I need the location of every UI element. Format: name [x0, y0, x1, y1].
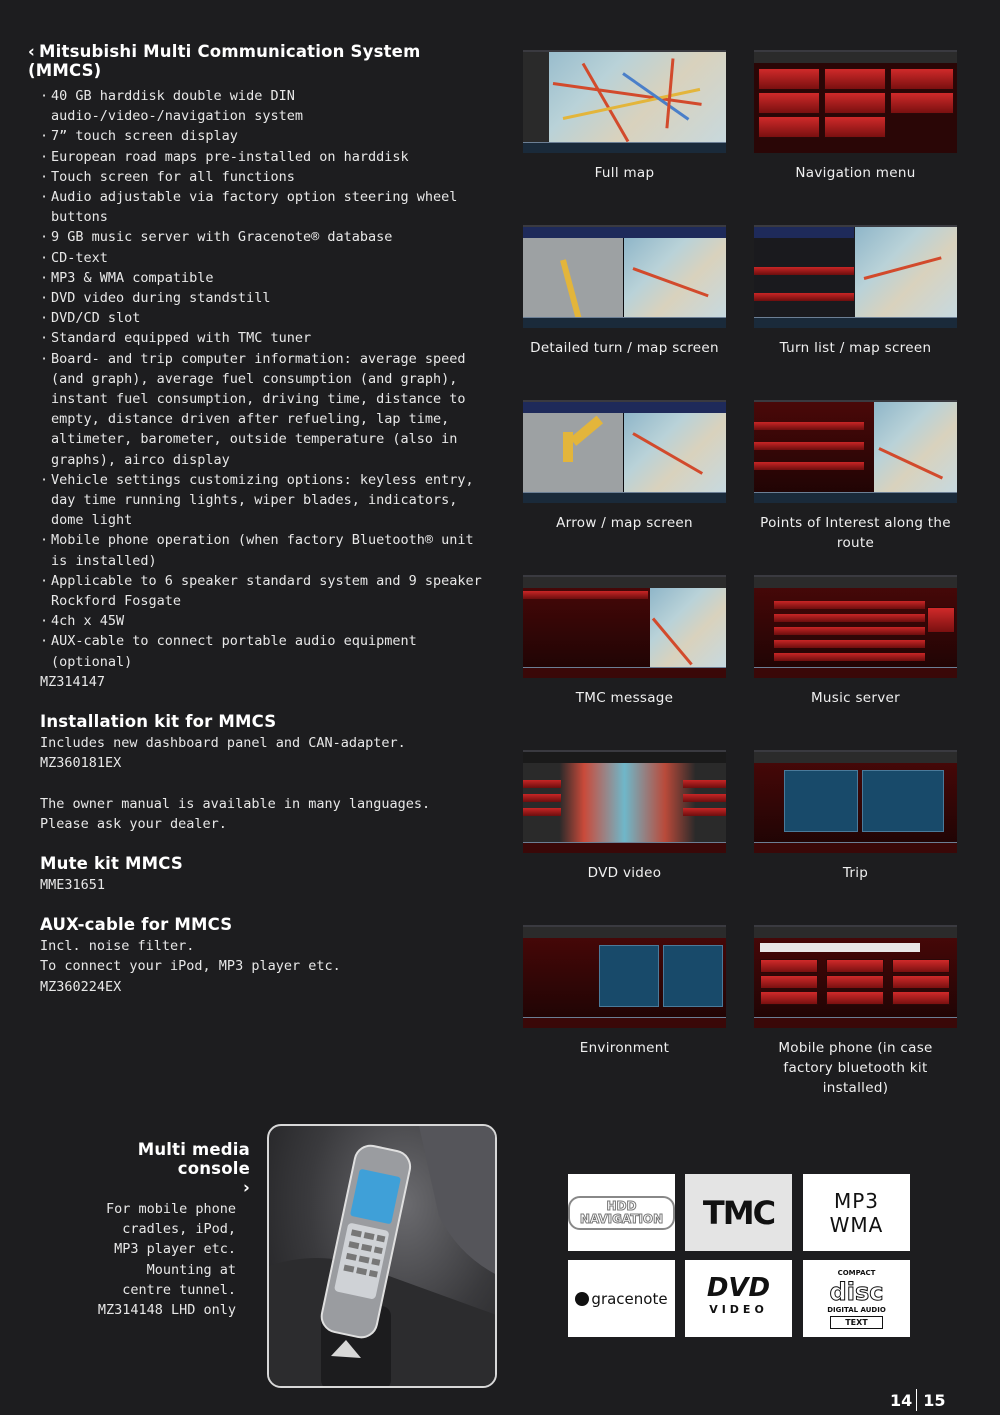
turn-map: [624, 238, 726, 318]
mp3-wma-logo: MP3 WMA: [803, 1174, 910, 1251]
aux-line-1: Incl. noise filter.: [40, 938, 195, 955]
phone-key: [826, 975, 884, 989]
console-line: centre tunnel.: [122, 1281, 236, 1298]
arrow-panel: [523, 413, 623, 493]
feature-item: · European road maps pre-installed on harddisk: [40, 147, 498, 167]
dvd-control-row: [683, 794, 726, 802]
screen-environment: [523, 925, 726, 1058]
feature-item: · Audio adjustable via factory option steering wheel buttons: [40, 187, 498, 227]
map-road: [622, 72, 689, 120]
phone-cradle-illustration: [269, 1126, 497, 1388]
screen-mobile-phone: [754, 925, 957, 1098]
dvd-video-screen: [523, 750, 726, 853]
tmc-row: [523, 591, 648, 599]
music-row: [774, 614, 925, 622]
tmc-logo: TMC: [685, 1174, 792, 1251]
turn-list-map: [855, 227, 957, 318]
feature-item: · CD-text: [40, 248, 498, 268]
turn-list-screen: [754, 225, 957, 328]
caption: Arrow / map screen: [556, 515, 693, 531]
screen-detailed-turn: [523, 225, 726, 358]
music-row: [774, 601, 925, 609]
manual-note: [28, 794, 498, 834]
music-row: [774, 653, 925, 661]
feature-item: · DVD/CD slot: [40, 308, 498, 328]
menu-top-bar: [754, 52, 957, 63]
console-line: For mobile phone: [105, 1201, 236, 1217]
feature-item: · Board- and trip computer information: average speed (and graph), average fuel consumption (and graph), instant fuel consumption, driving time, distance to empty, distance driven after refueling, lap time, altimeter, barometer, outside temperature (also in graphs), airco display: [40, 349, 498, 470]
dvd-menu-row: [523, 808, 561, 816]
detailed-turn-screen: [523, 225, 726, 328]
mobile-phone-screen: [754, 925, 957, 1028]
feature-item: · DVD video during standstill: [40, 288, 498, 308]
phone-key: [826, 959, 884, 973]
turn-row: [754, 267, 854, 275]
caption: Environment: [579, 1040, 670, 1056]
menu-button: [758, 92, 820, 114]
menu-button: [758, 68, 820, 90]
caption: TMC message: [575, 690, 674, 706]
music-row: [774, 640, 925, 648]
poi-row: [754, 442, 864, 450]
manual-line-1: The owner manual is available in many languages.: [40, 795, 431, 812]
installation-title: Installation kit for MMCS: [40, 712, 277, 732]
mmcs-feature-list: [28, 86, 498, 672]
tmc-screen: [523, 575, 726, 678]
tmc-bottom-bar: [523, 667, 726, 678]
console-line: Mounting at: [146, 1261, 236, 1278]
menu-button: [890, 68, 954, 90]
phone-top-bar: [754, 927, 957, 938]
screen-tmc: [523, 575, 726, 708]
dvd-video-logo: DVD VIDEO: [685, 1260, 792, 1337]
music-side-button: [927, 607, 955, 633]
caption: Mobile phone (in case factory bluetooth kit installed): [778, 1040, 933, 1096]
phone-key: [826, 991, 884, 1005]
map-bottom-bar: [523, 142, 726, 153]
mute-title: Mute kit MMCS: [40, 853, 183, 873]
dvd-control-row: [683, 780, 726, 788]
turn-bottom-bar: [523, 317, 726, 328]
music-top-bar: [754, 577, 957, 588]
aux-line-2: To connect your iPod, MP3 player etc.: [40, 958, 341, 975]
installation-code: MZ360181EX: [40, 755, 122, 772]
feature-item: · Applicable to 6 speaker standard system and 9 speaker Rockford Fosgate: [40, 571, 498, 611]
arrow-bottom-bar: [523, 492, 726, 503]
screen-dvd-video: [523, 750, 726, 883]
hdd-logo-text: HDD NAVIGATION: [568, 1196, 675, 1230]
console-description: [60, 1199, 250, 1300]
screen-full-map: [523, 50, 726, 183]
poi-screen: [754, 400, 957, 503]
caption: Trip: [842, 865, 869, 881]
feature-item: · Vehicle settings customizing options: keyless entry, day time running lights, wiper blades, indicators, dome light: [40, 470, 498, 531]
mute-section: [28, 854, 498, 895]
phone-key: [760, 991, 818, 1005]
music-row: [774, 627, 925, 635]
phone-key: [892, 959, 950, 973]
feature-item: · MP3 & WMA compatible: [40, 268, 498, 288]
hdd-navigation-logo: [568, 1174, 675, 1251]
dvd-bottom-bar: [523, 842, 726, 853]
trip-graph-fuel: [862, 770, 944, 832]
env-top-bar: [523, 927, 726, 938]
installation-text: Includes new dashboard panel and CAN-adapter.: [40, 735, 406, 752]
mmcs-heading: ‹ Mitsubishi Multi Communication System (MMCS): [28, 42, 421, 80]
trip-bottom-bar: [754, 842, 957, 853]
trip-top-bar: [754, 752, 957, 763]
feature-item: · 9 GB music server with Gracenote® database: [40, 227, 498, 247]
dvd-menu-row: [523, 780, 561, 788]
feature-item: · 4ch x 45W: [40, 611, 498, 631]
chevron-left-icon: ‹: [28, 42, 35, 61]
left-column: [28, 42, 498, 997]
screen-poi: [754, 400, 957, 553]
tmc-top-bar: [523, 577, 726, 588]
map-side-panel: [523, 52, 549, 153]
mmcs-code: MZ314147: [40, 673, 106, 690]
installation-section: [28, 712, 498, 773]
page-number-divider: [916, 1389, 917, 1411]
console-title: Multi media console: [137, 1140, 250, 1178]
aux-code: MZ360224EX: [40, 978, 122, 995]
caption: Detailed turn / map screen: [530, 340, 719, 356]
phone-key: [760, 975, 818, 989]
screen-turn-list: [754, 225, 957, 358]
env-graph-altimeter: [663, 945, 723, 1007]
menu-button: [824, 92, 886, 114]
trip-graph-speed: [784, 770, 858, 832]
screen-arrow-map: [523, 400, 726, 533]
aux-section: [28, 915, 498, 997]
poi-row: [754, 422, 864, 430]
page-number-left: 14: [890, 1391, 913, 1410]
music-bottom-bar: [754, 667, 957, 678]
menu-button: [824, 116, 886, 138]
dvd-control-row: [683, 808, 726, 816]
dvd-top-bar: [523, 752, 726, 763]
phone-number-field: [760, 943, 920, 952]
format-logos: [568, 1174, 910, 1337]
dvd-menu-row: [523, 794, 561, 802]
full-map-screen: [523, 50, 726, 153]
page-number-right: 15: [923, 1391, 946, 1410]
menu-button: [758, 116, 820, 138]
poi-row: [754, 462, 864, 470]
feature-item: · Mobile phone operation (when factory Bluetooth® unit is installed): [40, 530, 498, 570]
turn-top-bar: [523, 227, 726, 238]
env-bottom-bar: [523, 1017, 726, 1028]
phone-key: [892, 975, 950, 989]
caption: DVD video: [587, 865, 662, 881]
manual-line-2: Please ask your dealer.: [40, 815, 227, 832]
console-label: [60, 1140, 250, 1320]
page-numbers: [890, 1389, 946, 1411]
navigation-menu-screen: [754, 50, 957, 153]
caption: Navigation menu: [795, 165, 916, 181]
phone-key: [760, 959, 818, 973]
arrow-map-screen: [523, 400, 726, 503]
console-photo: [267, 1124, 497, 1388]
feature-item: · Standard equipped with TMC tuner: [40, 328, 498, 348]
compact-disc-logo: COMPACT disc DIGITAL AUDIO TEXT: [803, 1260, 910, 1337]
turn-list-bottom: [754, 317, 957, 328]
mute-code: MME31651: [40, 876, 106, 893]
turn-list-top: [754, 227, 854, 238]
caption: Turn list / map screen: [779, 340, 932, 356]
console-code: MZ314148 LHD only: [97, 1302, 236, 1319]
feature-item: · AUX-cable to connect portable audio equipment (optional): [40, 631, 498, 671]
menu-button: [824, 68, 886, 90]
feature-item: · 40 GB harddisk double wide DIN audio-/video-/navigation system: [40, 86, 498, 126]
arrow-map: [624, 413, 726, 493]
caption: Points of Interest along the route: [760, 515, 951, 551]
caption: Full map: [594, 165, 655, 181]
gracenote-dot-icon: [575, 1292, 589, 1306]
caption: Music server: [810, 690, 901, 706]
chevron-right-icon: ›: [243, 1178, 250, 1197]
screen-trip: [754, 750, 957, 883]
poi-bottom-bar: [754, 492, 957, 503]
console-heading: [60, 1140, 250, 1197]
console-line: MP3 player etc.: [114, 1241, 236, 1258]
aux-title: AUX-cable for MMCS: [40, 915, 233, 935]
env-graph-outside: [599, 945, 659, 1007]
music-server-screen: [754, 575, 957, 678]
turn-row: [754, 293, 854, 301]
menu-button: [890, 92, 954, 114]
environment-screen: [523, 925, 726, 1028]
gracenote-logo: gracenote: [568, 1260, 675, 1337]
phone-bottom-bar: [754, 1017, 957, 1028]
feature-item: · Touch screen for all functions: [40, 167, 498, 187]
console-line: cradles, iPod,: [122, 1221, 236, 1238]
screen-navigation-menu: [754, 50, 957, 183]
screen-music-server: [754, 575, 957, 708]
feature-item: · 7” touch screen display: [40, 126, 498, 146]
phone-key: [892, 991, 950, 1005]
trip-screen: [754, 750, 957, 853]
arrow-top-bar: [523, 402, 726, 413]
poi-map: [874, 402, 957, 493]
